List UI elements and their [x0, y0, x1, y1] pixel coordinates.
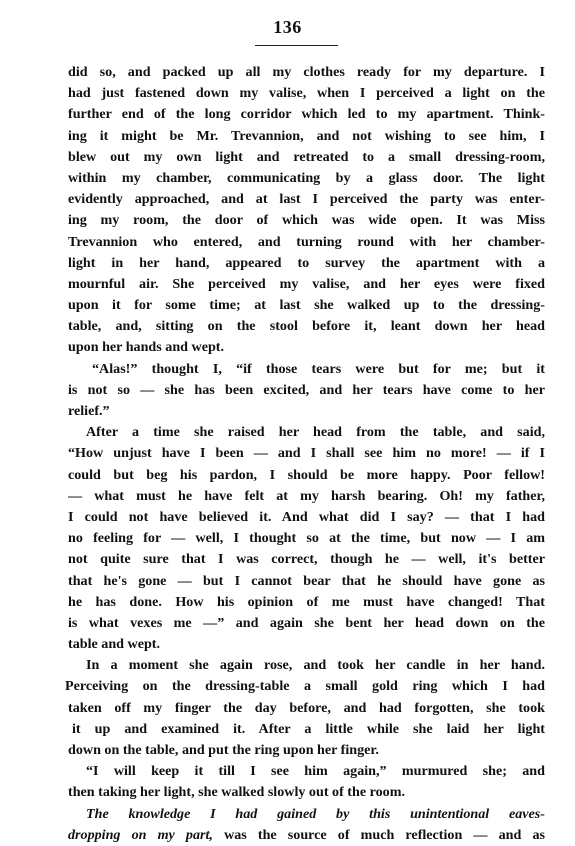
italic-run: dropping on my part, — [68, 826, 213, 843]
text-line: then taking her light, she walked slowly out of the room. — [68, 784, 405, 801]
text-line: it up and examined it. After a little while she laid her light — [72, 720, 545, 737]
text-line: “I will keep it till I see him again,” murmured she; and — [86, 763, 545, 780]
text-line: did so, and packed up all my clothes ready for my departure. I — [68, 64, 545, 80]
text-line — [68, 804, 545, 825]
text-line: within my chamber, communicating by a glass door. The light — [68, 169, 545, 186]
text-line: is what vexes me —” and again she bent her head down on the — [68, 614, 545, 631]
text-line: table and wept. — [68, 636, 161, 653]
text-line: — what must he have felt at my harsh bearing. Oh! my father, — [68, 487, 545, 504]
body-text — [65, 62, 545, 846]
text-line: ing my room, the door of which was wide open. It was Miss — [68, 212, 545, 229]
text-line: taken off my finger the day before, and had forgotten, she took — [68, 699, 545, 716]
text-line — [68, 825, 545, 846]
text-line: table, and, sitting on the stool before it, leant down her head — [68, 318, 545, 335]
text-line: Perceiving on the dressing-table a small gold ring which I had — [65, 678, 545, 695]
text-line: In a moment she again rose, and took her candle in her hand. — [86, 657, 545, 674]
text-line: could but beg his pardon, I should be more happy. Poor fellow! — [68, 466, 545, 483]
text-line: had just fastened down my valise, when I perceived a light on the — [68, 85, 545, 102]
text-line: relief.” — [68, 403, 110, 419]
text-line: light in her hand, appeared to survey the apartment with a — [68, 254, 545, 271]
text-line: no feeling for — well, I thought so at the time, but now — I am — [68, 530, 545, 547]
text-line: “How unjust have I been — and I shall see him no more! — if I — [68, 445, 545, 462]
text-line: mournful air. She perceived my valise, and her eyes were fixed — [68, 275, 545, 292]
text-line: After a time she raised her head from the table, and said, — [86, 424, 545, 441]
text-line: not quite sure that I was correct, though he — well, it's better — [68, 551, 545, 568]
text-line: he has done. How his opinion of me must have changed! That — [68, 593, 545, 610]
text-line: down on the table, and put the ring upon her finger. — [68, 742, 379, 758]
text-line: “Alas!” thought I, “if those tears were but for me; but it — [92, 360, 545, 377]
text-line: Trevannion who entered, and turning round with her chamber- — [68, 233, 545, 250]
text-line: evidently approached, and at last I perceived the party was enter- — [68, 191, 545, 208]
italic-run: The knowledge I had gained by this unintentional eaves- — [86, 805, 545, 822]
page-number: 136 — [273, 17, 302, 37]
header-rule — [255, 45, 338, 46]
text-line: is not so — she has been excited, and her tears have come to her — [68, 381, 545, 398]
text-line: blew out my own light and retreated to a small dressing-room, — [68, 148, 545, 165]
text-line: ing it might be Mr. Trevannion, and not wishing to see him, I — [68, 127, 545, 144]
text-line: upon it for some time; at last she walked up to the dressing- — [68, 297, 545, 314]
text-run: was the source of much reflection — and as — [212, 826, 545, 843]
text-line: further end of the long corridor which led to my apartment. Think- — [68, 106, 545, 123]
text-line: upon her hands and wept. — [68, 339, 225, 356]
text-line: that he's gone — but I cannot bear that he should have gone as — [68, 572, 545, 589]
text-line: I could not have believed it. And what did I say? — that I had — [68, 508, 545, 525]
